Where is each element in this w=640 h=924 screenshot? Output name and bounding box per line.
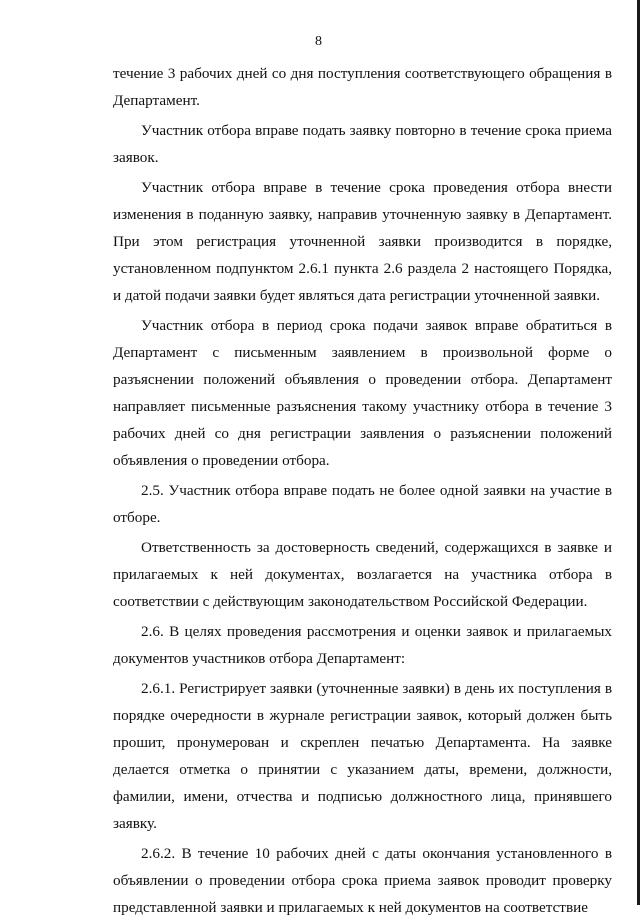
paragraph-clause-2-6-2: 2.6.2. В течение 10 рабочих дней с даты окончания установленного в объявлении о проведении отбора срока приема заявок проводит проверку представленной заявки и прилагаемых к ней документов на соответствие [113,845,612,916]
paragraph-clarifications: Участник отбора в период срока подачи заявок вправе обратиться в Департамент с письменным заявлением в произвольной форме о разъяснении положений объявления о проведении отбора. Департамент направляет письменные разъяснения такому участнику отбора в течение 3 рабочих дней со дня регистрации заявления о разъяснении положений объявления о проведении отбора. [113,317,612,469]
document-body [113,60,612,924]
paragraph-clause-2-5: 2.5. Участник отбора вправе подать не более одной заявки на участие в отборе. [113,482,612,526]
paragraph-clause-2-6: 2.6. В целях проведения рассмотрения и оценки заявок и прилагаемых документов участников отбора Департамент: [113,623,612,667]
paragraph-amendments: Участник отбора вправе в течение срока проведения отбора внести изменения в поданную заявку, направив уточненную заявку в Департамент. При этом регистрация уточненной заявки производится в порядке, установленном подпунктом 2.6.1 пункта 2.6 раздела 2 настоящего Порядка, и датой подачи заявки будет являться дата регистрации уточненной заявки. [113,179,612,304]
paragraph-resubmission: Участник отбора вправе подать заявку повторно в течение срока приема заявок. [113,122,612,166]
paragraph-responsibility: Ответственность за достоверность сведений, содержащихся в заявке и прилагаемых к ней документах, возлагается на участника отбора в соответствии с действующим законодательством Российской Федерации. [113,539,612,610]
page-number: 8 [315,34,322,49]
paragraph-continuation: течение 3 рабочих дней со дня поступления соответствующего обращения в Департамент. [113,65,612,109]
paragraph-clause-2-6-1: 2.6.1. Регистрирует заявки (уточненные заявки) в день их поступления в порядке очередности в журнале регистрации заявок, который должен быть прошит, пронумерован и скреплен печатью Департамента. На заявке делается отметка о принятии с указанием даты, времени, должности, фамилии, имени, отчества и подписью должностного лица, принявшего заявку. [113,680,612,832]
